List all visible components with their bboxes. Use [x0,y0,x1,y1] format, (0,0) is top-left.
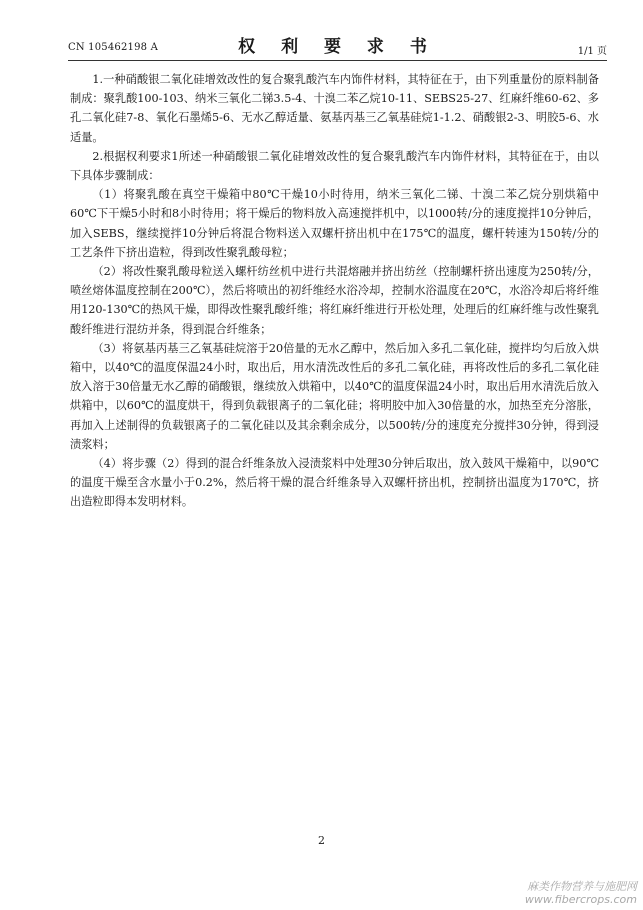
claims-body [70,70,599,512]
header-divider [68,60,607,61]
claim-2-step-2: （2）将改性聚乳酸母粒送入螺杆纺丝机中进行共混熔融并挤出纺丝（控制螺杆挤出速度为250转/分，喷丝熔体温度控制在200℃），然后将喷出的初纤维经水浴冷却，控制水浴温度在20℃，水浴冷却后将纤维用120-130℃的热风干燥，即得改性聚乳酸纤维；将红麻纤维进行开松处理，处理后的红麻纤维与改性聚乳酸纤维进行混纺并条，得到混合纤维条； [70,265,599,336]
document-number: CN 105462198 A [68,42,159,53]
document-title: 权 利 要 求 书 [238,37,437,57]
watermark-site-name: 麻类作物营养与施肥网 [527,880,637,893]
claim-2-step-1: （1）将聚乳酸在真空干燥箱中80℃干燥10小时待用，纳米三氧化二锑、十溴二苯乙烷分别烘箱中60℃下干燥5小时和8小时待用；将干燥后的物料放入高速搅拌机中，以1000转/分的速度搅拌10分钟后，加入SEBS，继续搅拌10分钟后将混合物料送入双螺杆挤出机中在175℃的温度，螺杆转速为150转/分的工艺条件下挤出造粒，得到改性聚乳酸母粒； [70,188,599,259]
claim-1: 1.一种硝酸银二氧化硅增效改性的复合聚乳酸汽车内饰件材料，其特征在于，由下列重量份的原料制备制成：聚乳酸100-103、纳米三氧化二锑3.5-4、十溴二苯乙烷10-11、SEBS25-27、红麻纤维60-62、多孔二氧化硅7-8、氧化石墨烯5-6、无水乙醇适量、氨基丙基三乙氧基硅烷1-1.2、硝酸银2-3、明胶5-6、水适量。 [70,73,599,144]
watermark-site-url: www.fibercrops.com [524,893,637,906]
claim-2-step-3: （3）将氨基丙基三乙氧基硅烷溶于20倍量的无水乙醇中，然后加入多孔二氧化硅，搅拌均匀后放入烘箱中，以40℃的温度保温24小时，取出后，用水清洗改性后的多孔二氧化硅，再将改性后的多孔二氧化硅放入溶于30倍量无水乙醇的硝酸银，继续放入烘箱中，以40℃的温度保温24小时，取出后用水清洗后放入烘箱中，以60℃的温度烘干，得到负载银离子的二氧化硅；将明胶中加入30倍量的水，加热至充分溶胀，再加入上述制得的负载银离子的二氧化硅以及其余剩余成分，以500转/分的速度充分搅拌30分钟，得到浸渍浆料； [70,341,599,451]
page-indicator: 1/1 页 [577,46,607,57]
site-watermark [525,880,637,906]
page-header [68,32,607,58]
page-number: 2 [318,834,325,847]
claim-2: 2.根据权利要求1所述一种硝酸银二氧化硅增效改性的复合聚乳酸汽车内饰件材料，其特征在于，由以下具体步骤制成： [70,149,599,183]
claim-2-step-4: （4）将步骤（2）得到的混合纤维条放入浸渍浆料中处理30分钟后取出，放入鼓风干燥箱中，以90℃的温度干燥至含水量小于0.2%，然后将干燥的混合纤维条导入双螺杆挤出机，控制挤出温度为170℃，挤出造粒即得本发明材料。 [70,457,599,509]
